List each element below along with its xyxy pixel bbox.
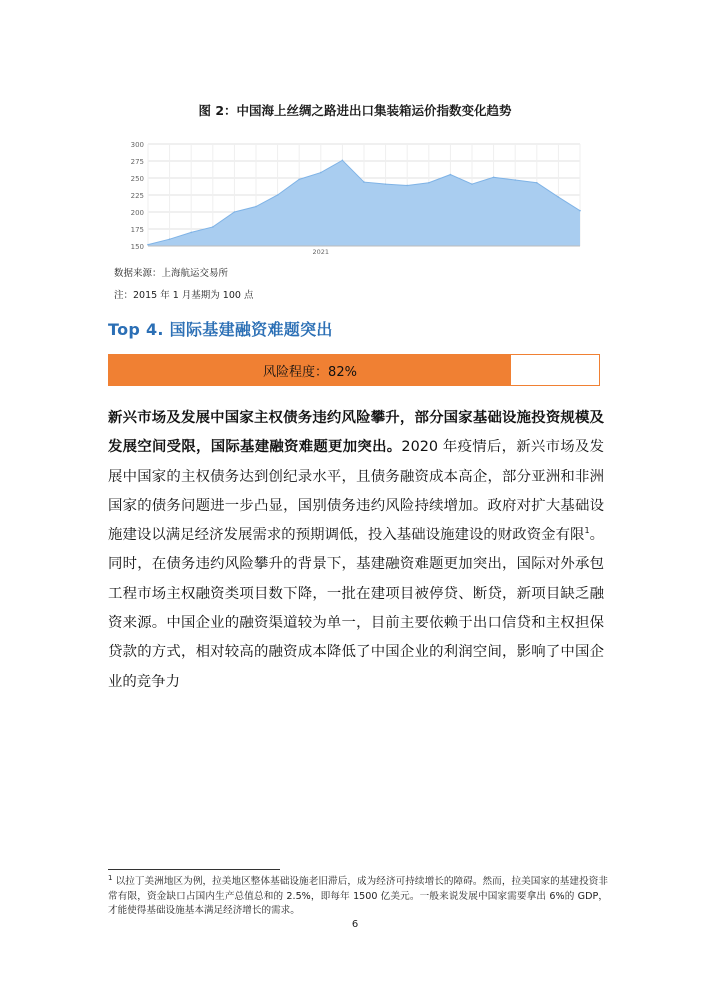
footnote-reference[interactable]: 1 <box>584 526 590 536</box>
data-point <box>234 211 236 213</box>
data-point <box>147 244 149 246</box>
y-tick-label: 225 <box>130 192 144 200</box>
data-point <box>169 238 171 240</box>
footnote-marker: 1 <box>108 873 113 882</box>
data-point <box>428 182 430 184</box>
x-tick-label: 2021 <box>312 248 330 256</box>
data-point <box>493 177 495 179</box>
data-point <box>471 183 473 185</box>
figure-note: 注：2015 年 1 月基期为 100 点 <box>114 290 254 301</box>
data-point <box>558 196 560 198</box>
y-tick-label: 175 <box>130 226 144 234</box>
body-text-2: 。同时，在债务违约风险攀升的背景下，基建融资难题更加突出，国际对外承包工程市场主权融资类项目数下降，一批在建项目被停贷、断贷，新项目缺乏融资来源。中国企业的融资渠道较为单一，目前主要依赖于出口信贷和主权担保贷款的方式，相对较高的融资成本降低了中国企业的利润空间，影响了中国企业的竞争力 <box>108 527 604 690</box>
section-heading: Top 4. 国际基建融资难题突出 <box>108 320 333 339</box>
y-tick-label: 250 <box>130 175 144 183</box>
page-number: 6 <box>351 919 359 930</box>
data-point <box>298 179 300 181</box>
figure-title: 图 2：中国海上丝绸之路进出口集装箱运价指数变化趋势 <box>198 103 512 118</box>
figure-source: 数据来源：上海航运交易所 <box>114 268 229 279</box>
data-point <box>406 185 408 187</box>
footnote-text: 以拉丁美洲地区为例，拉美地区整体基础设施老旧滞后，成为经济可持续增长的障碍。然而，拉美国家的基建投资非常有限，资金缺口占国内生产总值总和的 2.5%，即每年 1500 亿美元。一般来说发展中国家需要拿出 6%的 GDP，才能使得基础设施基本满足经济增长的需求。 <box>108 876 608 916</box>
risk-progress-bar <box>108 354 600 386</box>
data-point <box>320 172 322 174</box>
area-chart <box>108 136 588 256</box>
risk-label: 风险程度：82% <box>263 364 357 380</box>
data-point <box>536 182 538 184</box>
data-point <box>514 179 516 181</box>
data-point <box>190 232 192 234</box>
data-point <box>579 210 581 212</box>
y-tick-label: 300 <box>130 141 144 149</box>
y-tick-label: 275 <box>130 158 144 166</box>
data-point <box>255 206 257 208</box>
footnote-divider <box>108 869 280 870</box>
data-point <box>385 183 387 185</box>
lead-sentence: 新兴市场及发展中国家主权债务违约风险攀升，部分国家基础设施投资规模及发展空间受限，国际基建融资难题更加突出。 <box>108 410 604 456</box>
footnote <box>108 875 608 919</box>
data-point <box>342 160 344 162</box>
data-point <box>363 181 365 183</box>
body-paragraph <box>108 404 604 697</box>
data-point <box>277 194 279 196</box>
data-point <box>212 226 214 228</box>
y-tick-label: 150 <box>130 243 144 251</box>
data-point <box>450 174 452 176</box>
body-text-1: 2020 年疫情后，新兴市场及发展中国家的主权债务达到创纪录水平，且债务融资成本高企，部分亚洲和非洲国家的债务问题进一步凸显，国别债务违约风险持续增加。政府对扩大基础设施建设以满足经济发展需求的预期调低，投入基础设施建设的财政资金有限 <box>108 439 604 544</box>
y-tick-label: 200 <box>130 209 144 217</box>
